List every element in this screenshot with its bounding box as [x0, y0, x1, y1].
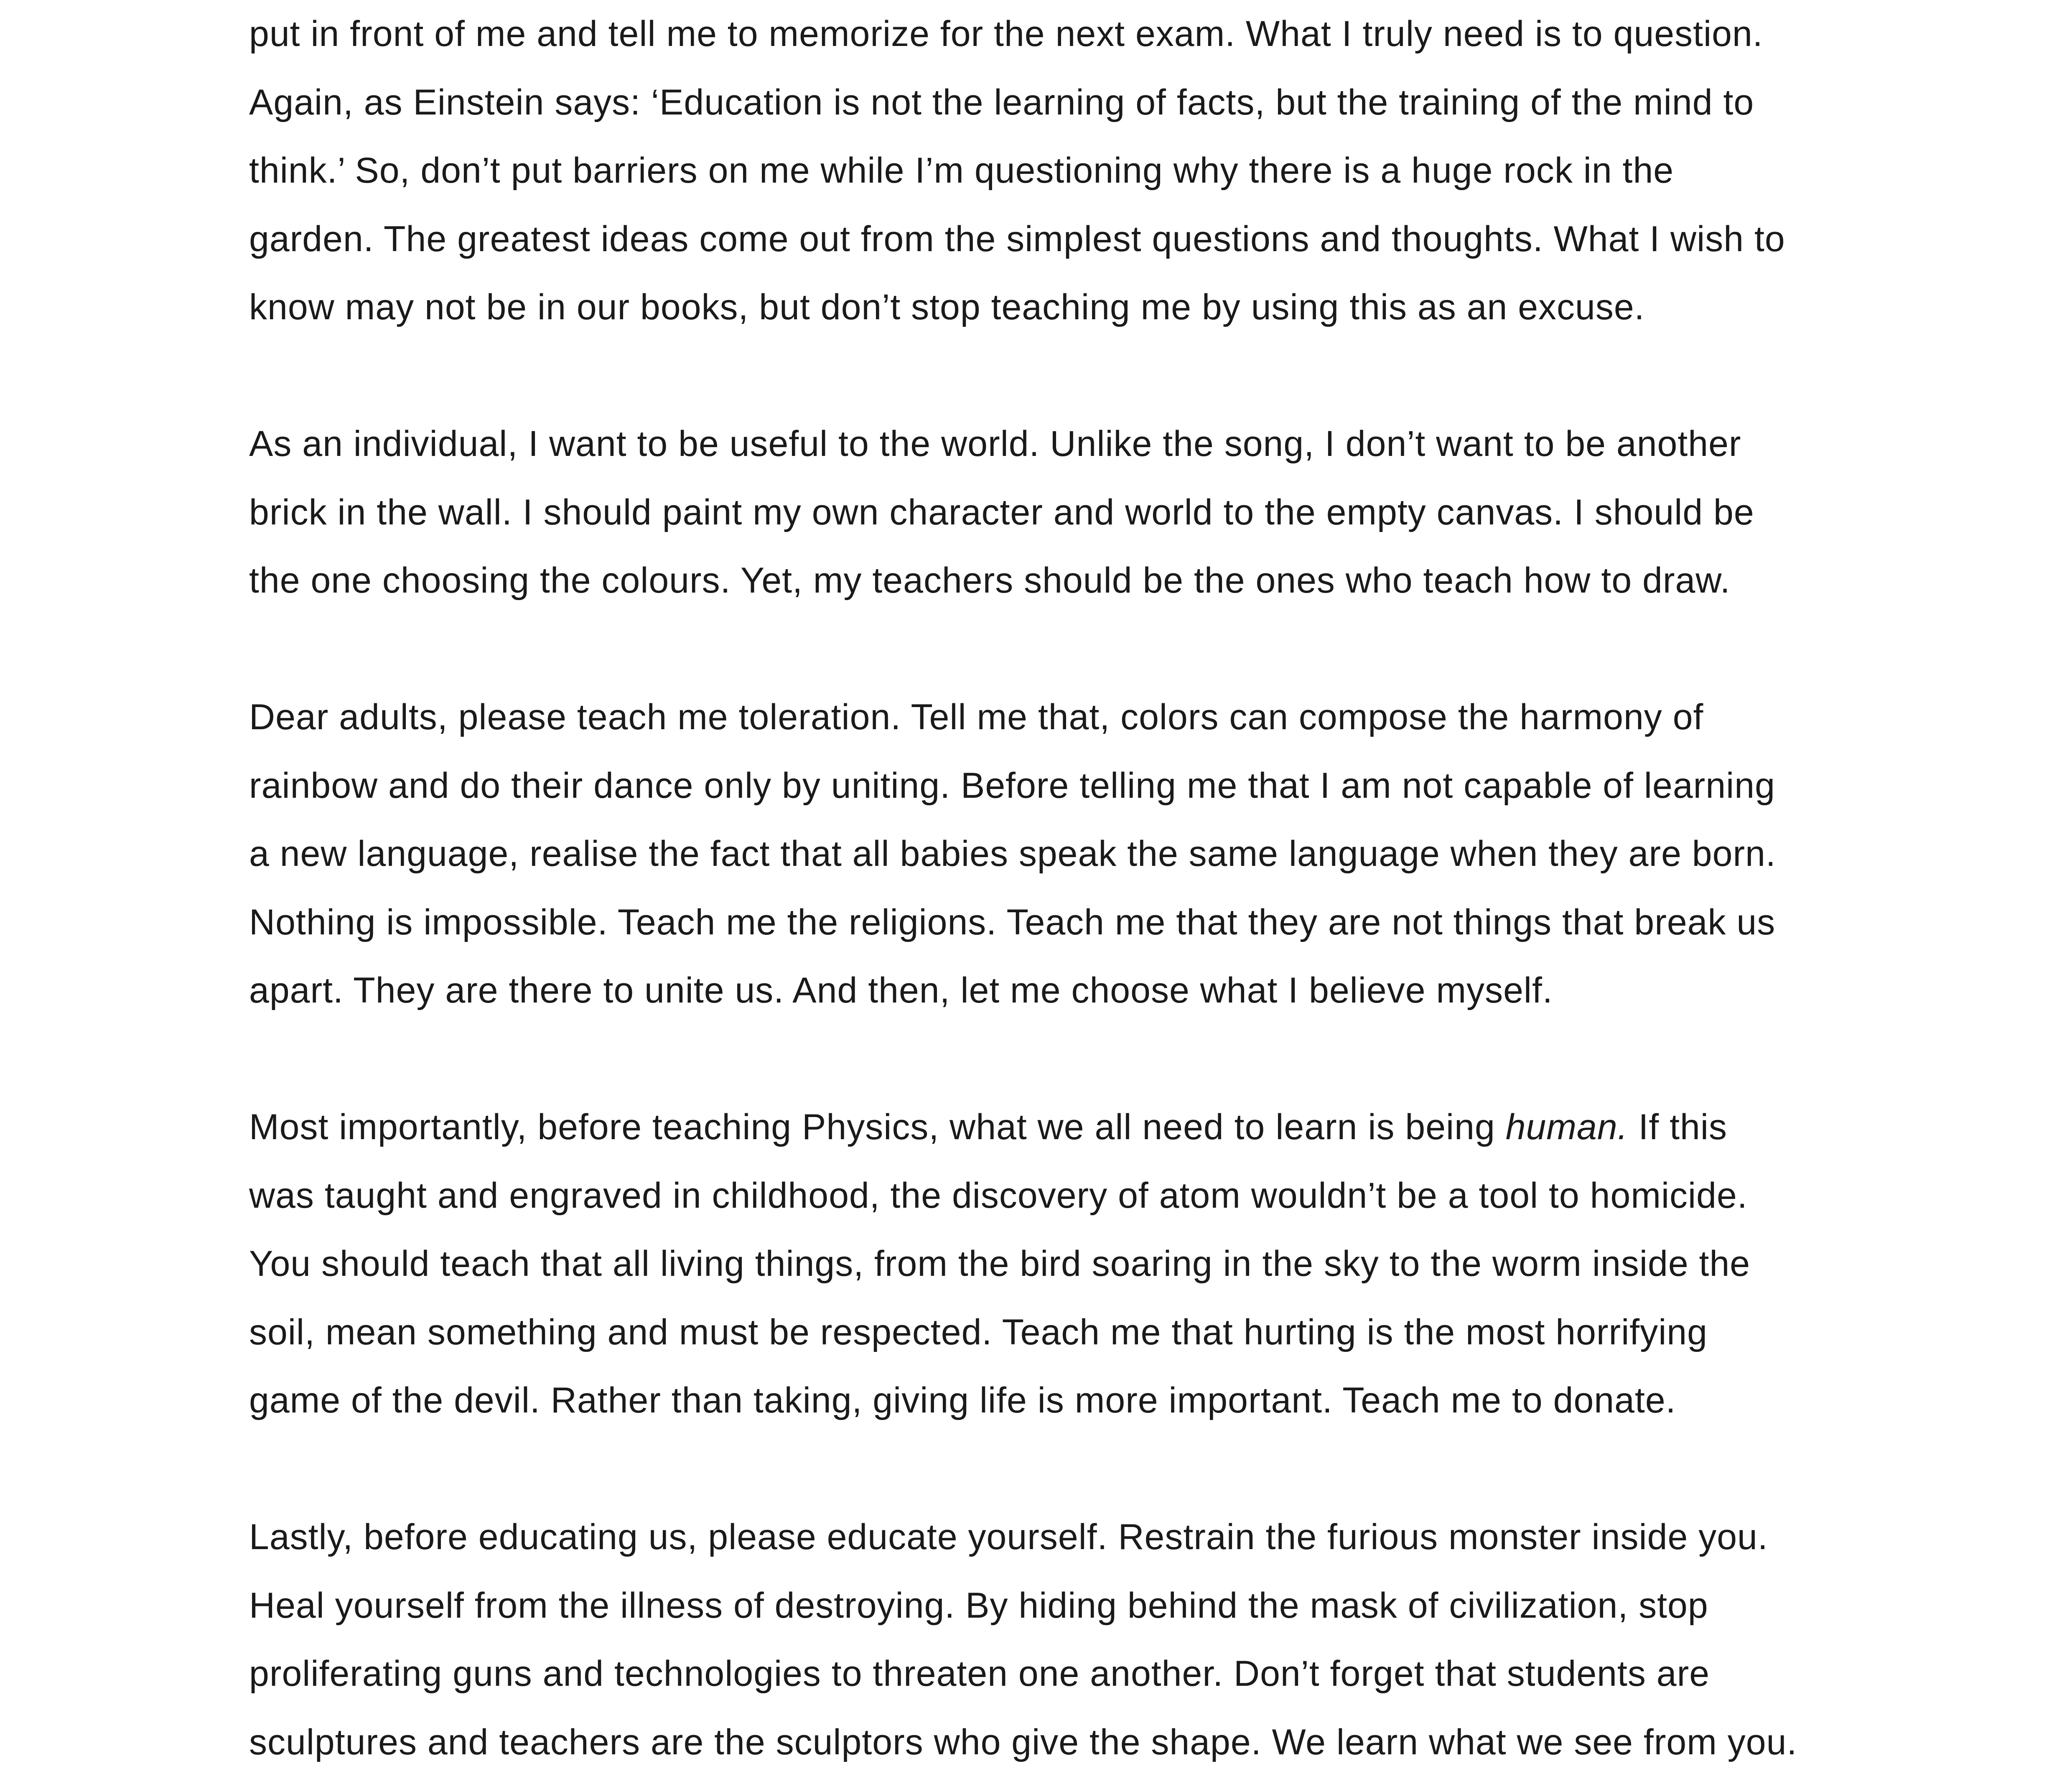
paragraph-questioning [249, 0, 1854, 342]
text-line: brick in the wall. I should paint my own character and world to the empty canvas. I should be [249, 492, 1754, 532]
text-segment: Most importantly, before teaching Physics, what we all need to learn is being [249, 1107, 1506, 1147]
text-segment: If this [1628, 1107, 1727, 1147]
text-line: Again, as Einstein says: ‘Education is not the learning of facts, but the training of the mind to [249, 82, 1754, 122]
paragraph-educate-yourself [249, 1503, 1854, 1776]
text-line: the one choosing the colours. Yet, my teachers should be the ones who teach how to draw. [249, 560, 1731, 601]
text-line: Dear adults, please teach me toleration. Tell me that, colors can compose the harmony of [249, 697, 1704, 737]
text-line: sculptures and teachers are the sculptors who give the shape. We learn what we see from you. [249, 1722, 1797, 1762]
text-line: apart. They are there to unite us. And then, let me choose what I believe myself. [249, 970, 1553, 1010]
paragraph-toleration [249, 683, 1854, 1025]
paragraph-individual [249, 410, 1854, 615]
text-line: Nothing is impossible. Teach me the religions. Teach me that they are not things that break us [249, 902, 1776, 942]
text-line: As an individual, I want to be useful to the world. Unlike the song, I don’t want to be another [249, 424, 1741, 464]
text-line: rainbow and do their dance only by uniting. Before telling me that I am not capable of learning [249, 765, 1775, 806]
text-line: game of the devil. Rather than taking, giving life is more important. Teach me to donate. [249, 1380, 1676, 1420]
text-line: soil, mean something and must be respected. Teach me that hurting is the most horrifying [249, 1312, 1708, 1352]
text-line: know may not be in our books, but don’t stop teaching me by using this as an excuse. [249, 287, 1645, 327]
text-line: Heal yourself from the illness of destroying. By hiding behind the mask of civilization, stop [249, 1585, 1708, 1626]
document-body [249, 0, 1854, 1776]
text-line: proliferating guns and technologies to threaten one another. Don’t forget that students are [249, 1654, 1710, 1694]
text-line: You should teach that all living things, from the bird soaring in the sky to the worm inside the [249, 1244, 1751, 1284]
text-line: Lastly, before educating us, please educate yourself. Restrain the furious monster inside you. [249, 1517, 1768, 1557]
text-line: think.’ So, don’t put barriers on me while I’m questioning why there is a huge rock in the [249, 150, 1674, 191]
italic-emphasis: human. [1505, 1107, 1628, 1147]
text-line: put in front of me and tell me to memorize for the next exam. What I truly need is to question. [249, 14, 1763, 54]
text-line: a new language, realise the fact that all babies speak the same language when they are born. [249, 834, 1776, 874]
text-line: garden. The greatest ideas come out from the simplest questions and thoughts. What I wish to [249, 219, 1785, 259]
text-line: was taught and engraved in childhood, the discovery of atom wouldn’t be a tool to homicide. [249, 1175, 1748, 1216]
paragraph-being-human [249, 1093, 1854, 1435]
text-line [249, 1093, 1854, 1162]
